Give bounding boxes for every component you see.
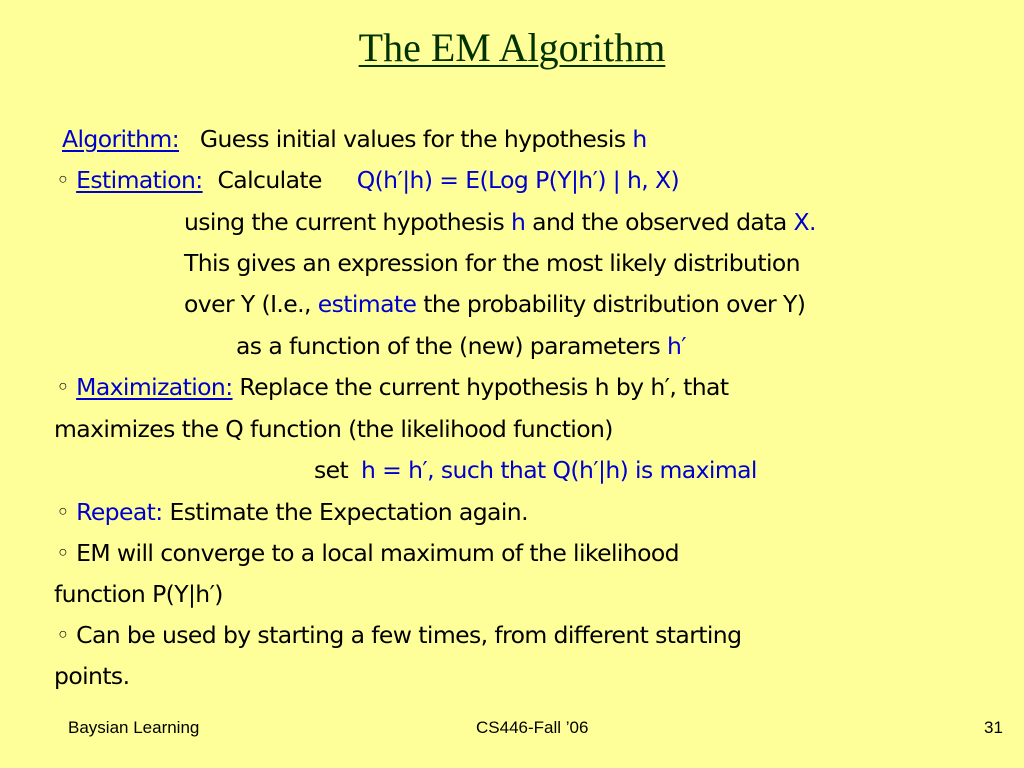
estimation-line-3: This gives an expression for the most likely distribution [184,249,800,277]
bullet-icon: ◦ [56,498,70,526]
estimation-line2-text-b: and the observed data [532,208,787,236]
bullet-icon: ◦ [56,166,70,194]
maximization-set-formula: h = h′, such that Q(h′|h) is maximal [361,456,757,484]
estimation-line-2 [184,208,816,236]
estimation-formula: Q(h′|h) = E(Log P(Y|h′) | h, X) [356,166,680,194]
footer-left: Baysian Learning [68,718,200,737]
starting-line-2: points. [54,662,130,690]
estimation-line4-text-a: over Y (I.e., [184,290,311,318]
estimation-label: Estimation: [76,166,203,194]
maximization-set-line [314,456,757,484]
converge-text: EM will converge to a local maximum of the likelihood [76,539,679,567]
repeat-label: Repeat: [76,498,163,526]
estimation-line4-estimate: estimate [317,290,417,318]
algorithm-label: Algorithm: [62,125,180,153]
converge-line [56,539,679,567]
repeat-text: Estimate the Expectation again. [169,498,528,526]
estimation-line5-text: as a function of the (new) parameters [236,332,661,360]
starting-text: Can be used by starting a few times, from different starting [76,621,742,649]
bullet-icon: ◦ [56,539,70,567]
estimation-line2-x: X. [793,208,816,236]
maximization-line-2: maximizes the Q function (the likelihood function) [54,415,613,443]
estimation-calculate: Calculate [217,166,322,194]
starting-line [56,621,742,649]
estimation-line4-text-b: the probability distribution over Y) [423,290,806,318]
footer-center: CS446-Fall ’06 [476,718,589,737]
algorithm-line [62,125,647,153]
estimation-line2-text-a: using the current hypothesis [184,208,505,236]
estimation-line5-h: h′ [666,332,687,360]
bullet-icon: ◦ [56,373,70,401]
bullet-icon: ◦ [56,621,70,649]
slide-title: The EM Algorithm [358,25,666,70]
algorithm-h: h [632,125,647,153]
maximization-set: set [314,456,349,484]
estimation-line-5 [236,332,687,360]
converge-line-2: function P(Y|h′) [54,580,223,608]
maximization-label: Maximization: [76,373,233,401]
repeat-line [56,498,528,526]
estimation-line [56,166,680,194]
estimation-line2-h: h [510,208,526,236]
estimation-line-4 [184,290,806,318]
footer-page-number: 31 [984,718,1003,737]
maximization-line [56,373,729,401]
maximization-text: Replace the current hypothesis h by h′, that [239,373,729,401]
algorithm-text: Guess initial values for the hypothesis [199,125,626,153]
